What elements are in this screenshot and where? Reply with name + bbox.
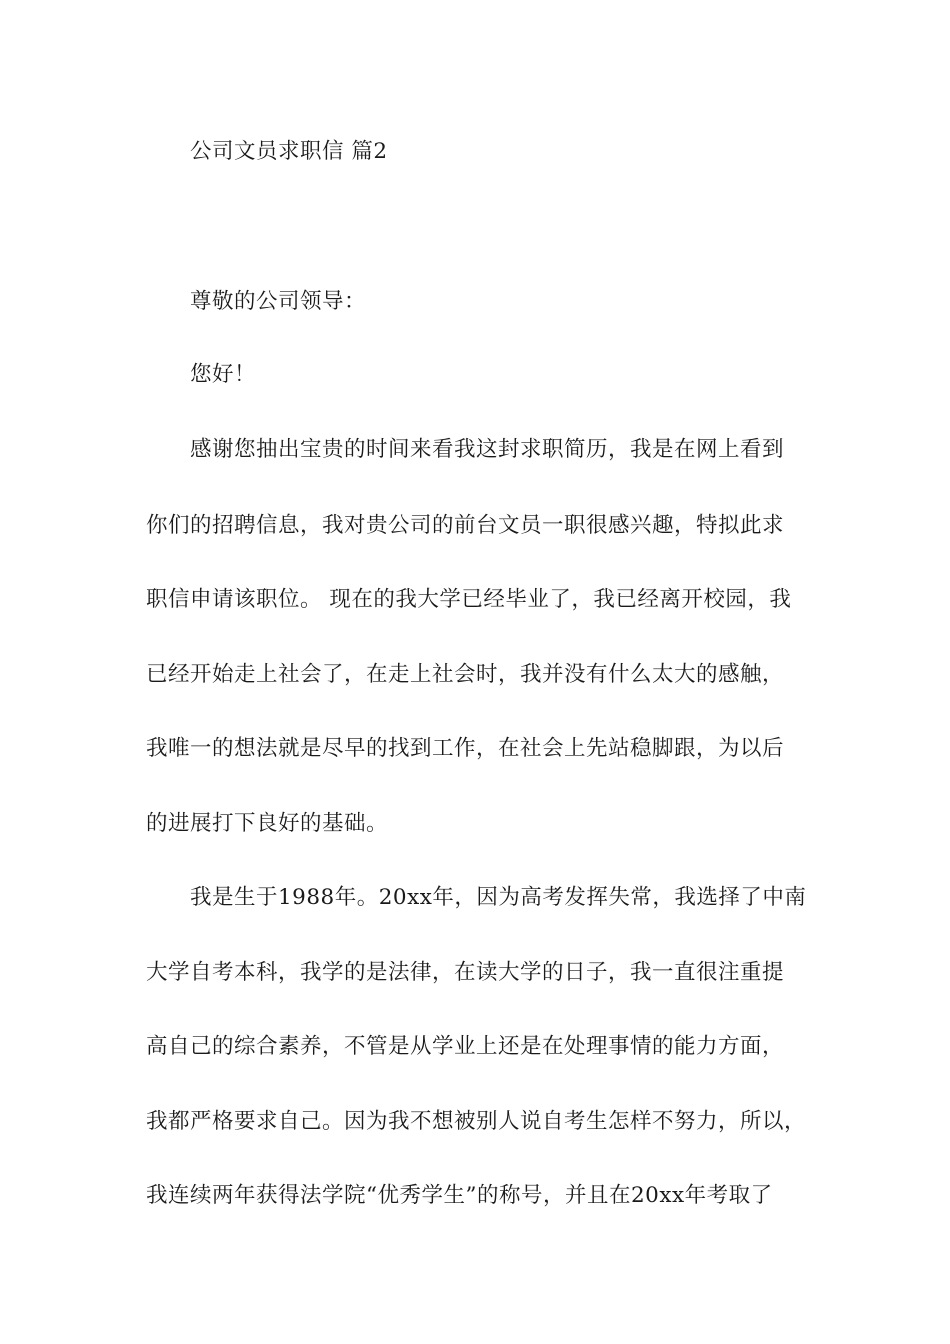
paragraph-line: 你们的招聘信息，我对贵公司的前台文员一职很感兴趣，特拟此求 <box>146 513 785 538</box>
paragraph-line: 高自己的综合素养，不管是从学业上还是在处理事情的能力方面， <box>146 1034 785 1059</box>
document-title: 公司文员求职信 篇2 <box>190 139 388 164</box>
paragraph-line: 我连续两年获得法学院“优秀学生”的称号，并且在20xx年考取了 <box>146 1183 773 1208</box>
paragraph-line: 职信申请该职位。 现在的我大学已经毕业了，我已经离开校园，我 <box>146 587 792 612</box>
paragraph-line: 已经开始走上社会了，在走上社会时，我并没有什么太大的感触， <box>146 662 785 687</box>
paragraph-line: 大学自考本科，我学的是法律，在读大学的日子，我一直很注重提 <box>146 960 785 985</box>
paragraph-line: 我是生于1988年。20xx年，因为高考发挥失常，我选择了中南 <box>190 885 807 910</box>
paragraph-line: 我唯一的想法就是尽早的找到工作，在社会上先站稳脚跟，为以后 <box>146 736 785 761</box>
paragraph-line: 感谢您抽出宝贵的时间来看我这封求职简历，我是在网上看到 <box>190 437 785 462</box>
salutation: 尊敬的公司领导： <box>190 289 367 314</box>
paragraph-line: 的进展打下良好的基础。 <box>146 811 389 836</box>
greeting: 您好！ <box>190 362 257 387</box>
paragraph-line: 我都严格要求自己。因为我不想被别人说自考生怎样不努力，所以， <box>146 1109 807 1134</box>
